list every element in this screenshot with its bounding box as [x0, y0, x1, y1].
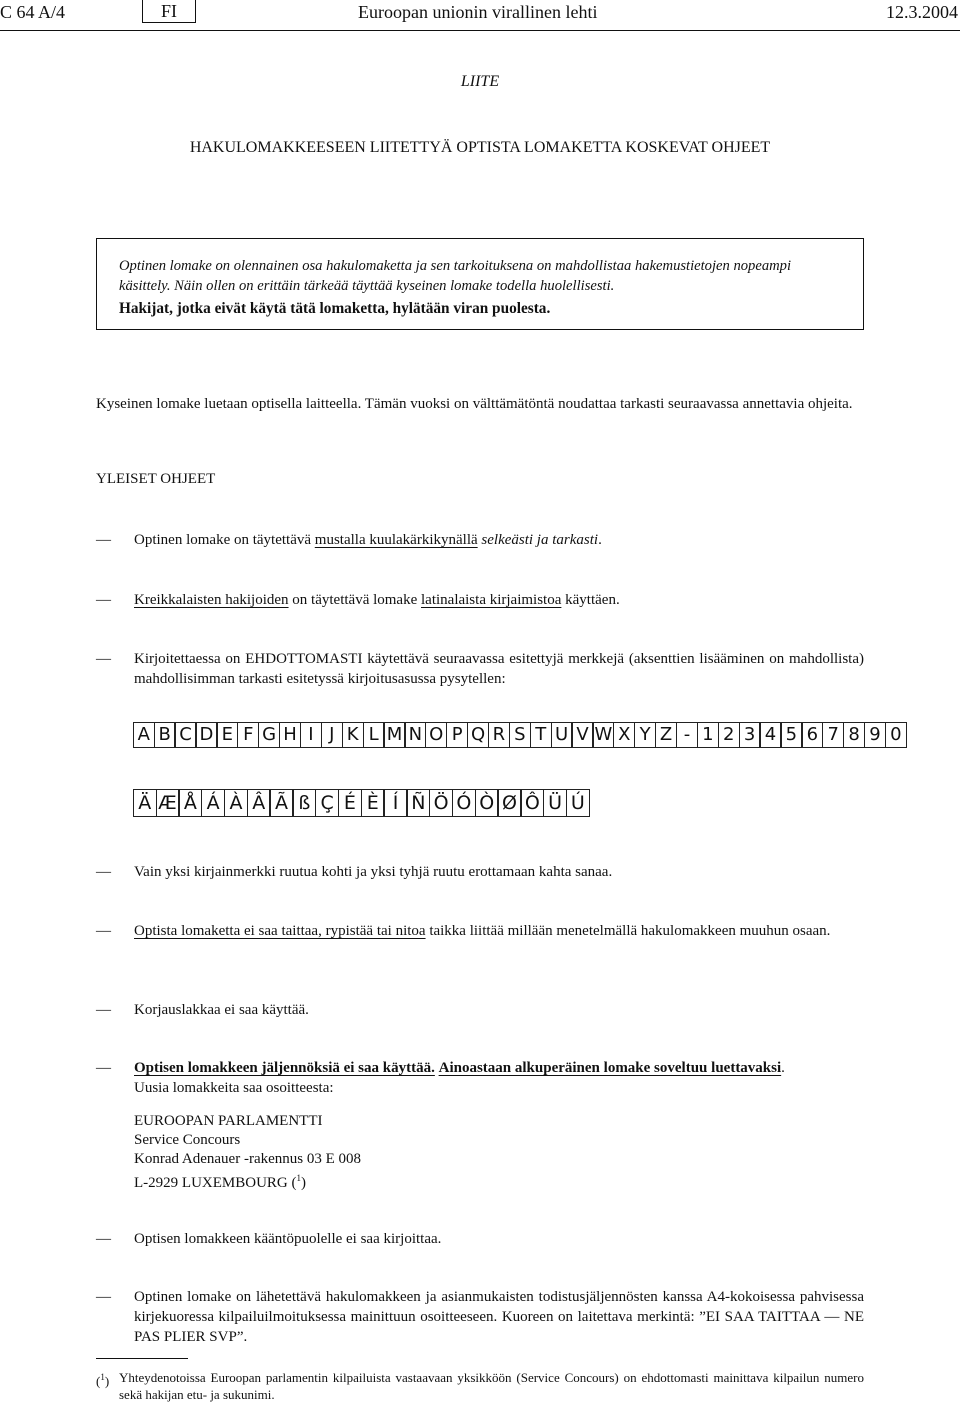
character-box: H	[279, 722, 301, 748]
list-dash: —	[96, 1002, 111, 1018]
character-box: 8	[843, 722, 865, 748]
character-box: Ó	[452, 789, 476, 817]
character-box: Á	[201, 789, 225, 817]
character-box: 9	[864, 722, 886, 748]
page-title: HAKULOMAKKEESEEN LIITETTYÄ OPTISTA LOMAKETTA KOSKEVAT OHJEET	[189, 139, 771, 156]
character-box: A	[133, 722, 155, 748]
character-box: V	[571, 722, 593, 748]
list-dash: —	[96, 923, 111, 939]
character-box: Ä	[133, 789, 157, 817]
character-box: Ã	[269, 789, 293, 817]
footnote-ref[interactable]: 1	[296, 1173, 301, 1183]
address-line: L-2929 LUXEMBOURG ($^1$)	[134, 1173, 306, 1191]
character-box: B	[154, 722, 176, 748]
character-box: -	[676, 722, 698, 748]
footnote-divider	[96, 1358, 188, 1359]
address-line: Service Concours	[134, 1132, 241, 1148]
character-box: N	[404, 722, 426, 748]
footnote-marker: ($^1$)	[96, 1372, 110, 1389]
character-box: 1	[697, 722, 719, 748]
notice-bold-text: Hakijat, jotka eivät käytä tätä lomaketta, hylätään viran puolesta.	[119, 300, 551, 317]
character-box: É	[338, 789, 362, 817]
annex-label: LIITE	[460, 73, 500, 90]
list-item: — Kreikkalaisten hakijoiden on täytettävä lomake latinalaista kirjaimistoa käyttäen.	[96, 592, 620, 608]
character-box: K	[342, 722, 364, 748]
list-dash: —	[96, 532, 111, 548]
notice-italic-text: Optinen lomake on olennainen osa hakulomaketta ja sen tarkoituksena on mahdollistaa hakemustietojen nopeampi käsittely. Näin ollen on erittäin tärkeää täyttää kyseinen lomake todella huolellisesti.	[119, 258, 792, 294]
list-item: — Optinen lomake on lähetettävä hakulomakkeen ja asianmukaisten todistusjäljennösten kanssa A4-kokoisessa pahvisessa kirjekuoressa kilpailuilmoituksessa mainittuun osoitteeseen. Kuoreen on laitettava merkintä: ”EI SAA TAITTAA — NE PAS PLIER SVP”.	[96, 1289, 864, 1345]
character-box: 0	[885, 722, 907, 748]
character-box: F	[237, 722, 259, 748]
character-box: T	[530, 722, 552, 748]
list-item: — Optisen lomakkeen kääntöpuolelle ei saa kirjoittaa.	[96, 1231, 442, 1247]
character-boxes-row-2	[134, 789, 590, 817]
character-box: Å	[178, 789, 202, 817]
character-box: W	[592, 722, 614, 748]
language-code: FI	[142, 0, 196, 23]
list-dash: —	[96, 864, 111, 880]
publication-name: Euroopan unionin virallinen lehti	[358, 2, 598, 22]
list-item: — Optinen lomake on täytettävä mustalla kuulakärkikynällä selkeästi ja tarkasti.	[96, 532, 602, 548]
address-line: EUROOPAN PARLAMENTTI	[134, 1113, 323, 1129]
character-box: Ñ	[406, 789, 430, 817]
character-box: Z	[655, 722, 677, 748]
character-box: S	[509, 722, 531, 748]
footnote	[96, 1369, 864, 1403]
intro-paragraph: Kyseinen lomake luetaan optisella laitteella. Tämän vuoksi on välttämätöntä noudattaa tarkasti seuraavassa annettavia ohjeita.	[96, 396, 853, 412]
character-box: 7	[822, 722, 844, 748]
character-box: X	[613, 722, 635, 748]
character-box: 6	[801, 722, 823, 748]
character-box: C	[174, 722, 196, 748]
character-box: Y	[634, 722, 656, 748]
character-box: Q	[467, 722, 489, 748]
list-dash: —	[96, 592, 111, 608]
list-item: — Korjauslakkaa ei saa käyttää.	[96, 1002, 309, 1018]
list-dash: —	[96, 1060, 111, 1076]
character-box: I	[300, 722, 322, 748]
character-box: P	[446, 722, 468, 748]
page-header	[0, 0, 960, 31]
address-line: Konrad Adenauer -rakennus 03 E 008	[134, 1151, 362, 1167]
notice-box	[96, 238, 864, 330]
character-boxes-row-1	[134, 722, 907, 748]
list-item: — Kirjoitettaessa on EHDOTTOMASTI käytettävä seuraavassa esitettyjä merkkejä (aksenttien lisääminen on mahdollista) mahdollisimman tarkasti esitetyssä kirjoitusasussa pysytellen:	[96, 651, 864, 687]
character-box: Í	[383, 789, 407, 817]
character-box: Ú	[566, 789, 590, 817]
footnote-text: Yhteydenotoissa Euroopan parlamentin kilpailuista vastaavaan yksikköön (Service Concours) on ehdottomasti mainittava kilpailun numero sekä hakijan etu- ja sukunimi.	[119, 1370, 864, 1402]
character-box: 5	[780, 722, 802, 748]
character-box: Ü	[543, 789, 567, 817]
character-box: L	[363, 722, 385, 748]
character-box: U	[551, 722, 573, 748]
character-box: Ô	[520, 789, 544, 817]
character-box: 2	[718, 722, 740, 748]
list-dash: —	[96, 1231, 111, 1247]
character-box: D	[195, 722, 217, 748]
character-box: M	[383, 722, 405, 748]
character-box: Ö	[429, 789, 453, 817]
list-item: — Vain yksi kirjainmerkki ruutua kohti ja yksi tyhjä ruutu erottamaan kahta sanaa.	[96, 864, 613, 880]
character-box: À	[224, 789, 248, 817]
character-box: G	[258, 722, 280, 748]
character-box: Â	[247, 789, 271, 817]
character-box: 3	[739, 722, 761, 748]
list-dash: —	[96, 1289, 111, 1305]
character-box: Æ	[156, 789, 180, 817]
character-box: E	[216, 722, 238, 748]
character-box: Ç	[315, 789, 339, 817]
section-heading: YLEISET OHJEET	[96, 471, 216, 487]
character-box: R	[488, 722, 510, 748]
character-box: Ò	[475, 789, 499, 817]
character-box: È	[361, 789, 385, 817]
character-box: O	[425, 722, 447, 748]
list-item: — Optista lomaketta ei saa taittaa, rypistää tai nitoa taikka liittää millään menetelmällä hakulomakkeen muuhun osaan.	[96, 923, 831, 939]
journal-reference: C 64 A/4	[0, 2, 66, 22]
list-item: — Optisen lomakkeen jäljennöksiä ei saa käyttää. Ainoastaan alkuperäinen lomake soveltuu luettavaksi. Uusia lomakkeita saa osoitteesta:	[96, 1060, 785, 1096]
publication-date: 12.3.2004	[886, 2, 958, 22]
character-box: J	[321, 722, 343, 748]
address-block	[134, 1112, 361, 1193]
character-box: ß	[292, 789, 316, 817]
list-dash: —	[96, 651, 111, 667]
character-box: Ø	[497, 789, 521, 817]
character-box: 4	[759, 722, 781, 748]
